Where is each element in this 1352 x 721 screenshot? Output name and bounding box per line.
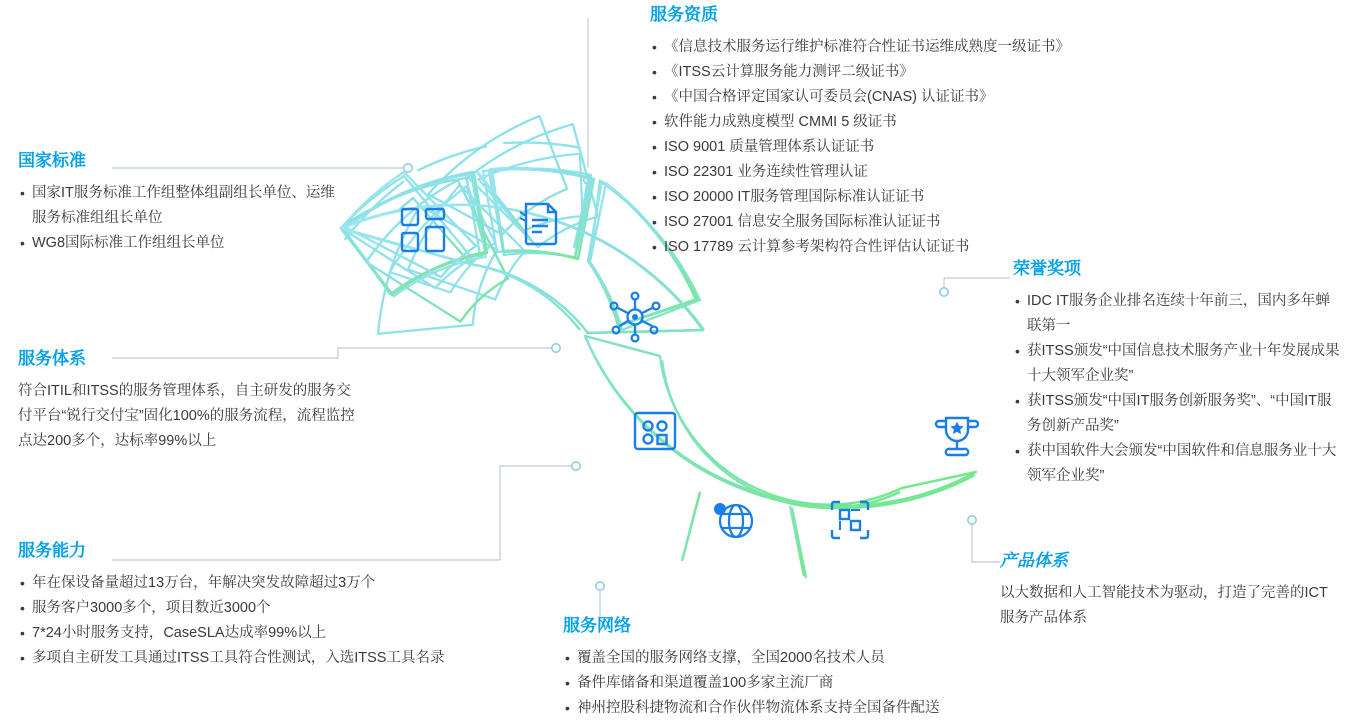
list-item: • 软件能力成熟度模型 CMMI 5 级证书 <box>650 110 1080 135</box>
list-item: • ISO 17789 云计算参考架构符合性评估认证证书 <box>650 235 1080 260</box>
layout-blocks-icon <box>398 205 448 255</box>
horseshoe-sectors <box>366 113 598 322</box>
block-title-service-capability: 服务能力 <box>18 541 86 560</box>
list-item: • 《ITSS云计算服务能力测评二级证书》 <box>650 60 1080 85</box>
block-title-service-system: 服务体系 <box>18 349 86 368</box>
grid-apps-icon <box>632 410 678 452</box>
list-item: • 《信息技术服务运行维护标准符合性证书运维成熟度一级证书》 <box>650 35 1080 60</box>
block-service-system <box>18 348 363 454</box>
hs-sector-1 <box>366 180 508 321</box>
block-national-standard <box>18 150 348 256</box>
block-title-qualification: 服务资质 <box>650 5 718 24</box>
service-system-paragraph: 符合ITIL和ITSS的服务管理体系，自主研发的服务交付平台“锐行交付宝”固化100%的服务流程，流程监控点达200多个，达标率99%以上 <box>18 383 355 449</box>
list-item: • ISO 27001 信息安全服务国际标准认证证书 <box>650 210 1080 235</box>
atom-network-icon <box>608 290 662 344</box>
national-standard-list <box>18 181 348 256</box>
arc-segment-1 <box>408 185 525 300</box>
block-title-honor-award: 荣誉奖项 <box>1013 259 1081 278</box>
block-honor-award <box>1013 258 1343 489</box>
upper-lobe-clean <box>341 171 703 333</box>
document-certificate-icon <box>518 200 562 246</box>
block-service-capability <box>18 540 538 671</box>
block-title-service-network: 服务网络 <box>563 616 631 635</box>
list-item: • 神州控股科捷物流和合作伙伴物流体系支持全国备件配送 <box>563 696 1033 721</box>
block-title-product-system: 产品体系 <box>1000 551 1068 570</box>
arc-segment-2 <box>468 124 598 247</box>
list-item: • ISO 20000 IT服务管理国际标准认证证书 <box>650 185 1080 210</box>
list-item: • 国家IT服务标准工作组整体组副组长单位、运维服务标准组组长单位 <box>18 181 348 231</box>
list-item: • 备件库储备和渠道覆盖100多家主流厂商 <box>563 671 1033 696</box>
list-item: • 获中国软件大会颁发“中国软件和信息服务业十大领军企业奖” <box>1013 439 1343 489</box>
list-item: • ISO 22301 业务连续性管理认证 <box>650 160 1080 185</box>
service-network-list <box>563 646 1033 721</box>
arc-ring <box>344 178 530 316</box>
arc-ring-visible <box>343 169 697 300</box>
list-item: • 年在保设备量超过13万台，年解决突发故障超过3万个 <box>18 571 538 596</box>
product-system-paragraph: 以大数据和人工智能技术为驱动，打造了完善的ICT服务产品体系 <box>1000 585 1328 626</box>
arc-sector-1 <box>343 174 480 294</box>
arc-sector-group <box>341 145 505 288</box>
sector-national-standard <box>342 172 486 294</box>
list-item: • 服务客户3000多个，项目数近3000个 <box>18 596 538 621</box>
lower-lobe-clean <box>585 336 976 578</box>
lower-lobe <box>584 336 1014 588</box>
list-item: • WG8国际标准工作组组长单位 <box>18 231 348 256</box>
block-product-system <box>1000 550 1340 631</box>
wedge-1 <box>343 172 476 277</box>
block-service-network <box>563 615 1033 721</box>
list-item: • IDC IT服务企业排名连续十年前三，国内多年蝉联第一 <box>1013 289 1343 339</box>
sector-qualification <box>490 168 590 258</box>
arc-sector-2 <box>483 169 588 258</box>
frame-product-icon <box>828 498 872 542</box>
qualification-list <box>650 35 1080 260</box>
list-item: • 获ITSS颁发“中国信息技术服务产业十年发展成果十大领军企业奖” <box>1013 339 1343 389</box>
list-item: • ISO 9001 质量管理体系认证证书 <box>650 135 1080 160</box>
block-service-qualification <box>650 4 1080 260</box>
globe-network-icon <box>712 498 758 542</box>
honor-award-list <box>1013 289 1343 489</box>
block-title-national-standard: 国家标准 <box>18 151 86 170</box>
list-item: • 获ITSS颁发“中国IT服务创新服务奖”、“中国IT服务创新产品奖” <box>1013 389 1343 439</box>
list-item: • 《中国合格评定国家认可委员会(CNAS) 认证证书》 <box>650 85 1080 110</box>
list-item: • 7*24小时服务支持，CaseSLA达成率99%以上 <box>18 621 538 646</box>
arc-wedges <box>370 232 546 375</box>
trophy-award-icon <box>932 412 982 462</box>
list-item: • 覆盖全国的服务网络支撑，全国2000名技术人员 <box>563 646 1033 671</box>
service-capability-list <box>18 571 538 671</box>
list-item: • 多项自主研发工具通过ITSS工具符合性测试，入选ITSS工具名录 <box>18 646 538 671</box>
